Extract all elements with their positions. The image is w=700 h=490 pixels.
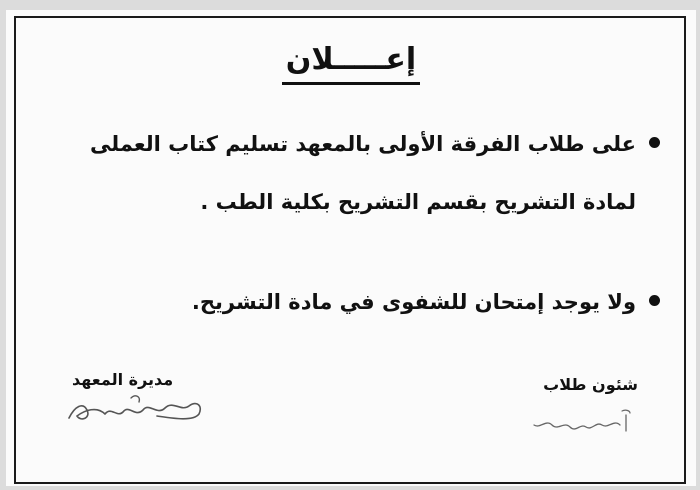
bullet-dot-icon (649, 295, 660, 306)
signature-label-director: مديرة المعهد (72, 370, 174, 389)
bullet-dot-icon (649, 137, 660, 148)
notice-title-text: إعـــــلان (282, 40, 420, 85)
bullet-1-line-1: على طلاب الفرقة الأولى بالمعهد تسليم كتاب العملى (90, 132, 636, 156)
bullet-item-submit-book (76, 115, 636, 231)
bullet-2-line-1: ولا يوجد إمتحان للشفوى في مادة التشريح. (191, 290, 636, 314)
director-signature-icon (61, 388, 211, 428)
notice-title (6, 40, 696, 85)
notice-paper (6, 10, 696, 486)
bullet-item-no-oral-exam (76, 273, 636, 331)
student-affairs-signature-icon (526, 405, 636, 441)
signature-label-student-affairs: شئون طلاب (543, 375, 638, 394)
bullet-1-line-2: لمادة التشريح بقسم التشريح بكلية الطب . (200, 190, 636, 214)
